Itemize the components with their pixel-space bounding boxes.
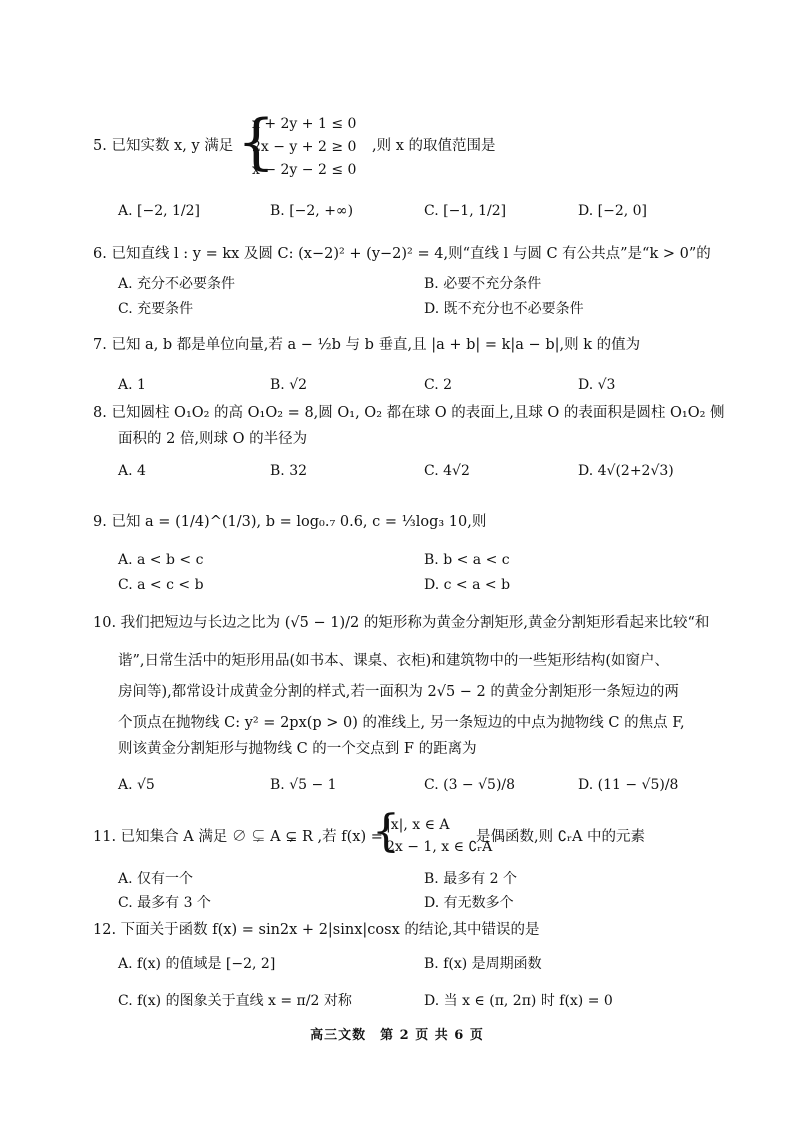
q11-suffix: 是偶函数,则 ∁ᵣA 中的元素 <box>476 829 646 845</box>
q5-suffix: ,则 x 的取值范围是 <box>372 138 496 154</box>
q6-option-a: A. 充分不必要条件 <box>118 276 236 292</box>
q12-option-b: B. f(x) 是周期函数 <box>424 956 542 972</box>
q7-option-b: B. √2 <box>270 377 308 393</box>
q8-option-a: A. 4 <box>118 463 146 479</box>
q6-option-b: B. 必要不充分条件 <box>424 276 542 292</box>
q10-line2: 谐”,日常生活中的矩形用品(如书本、课桌、衣柜)和建筑物中的一些矩形结构(如窗户、 <box>118 653 669 669</box>
q11-case-2: 2x − 1, x ∈ ∁ᵣA <box>386 839 493 855</box>
q12-option-d: D. 当 x ∈ (π, 2π) 时 f(x) = 0 <box>424 993 613 1009</box>
q7-option-c: C. 2 <box>424 377 453 393</box>
q11-option-a: A. 仅有一个 <box>118 871 194 887</box>
q12-option-a: A. f(x) 的值域是 [−2, 2] <box>118 956 276 972</box>
q10-option-b: B. √5 − 1 <box>270 777 337 793</box>
q8-option-d: D. 4√(2+2√3) <box>578 463 674 479</box>
q9-option-c: C. a < c < b <box>118 577 204 593</box>
q8-option-b: B. 32 <box>270 463 308 479</box>
q7-stem: 7. 已知 a, b 都是单位向量,若 a − ½b 与 b 垂直,且 |a + b| = k|a − b|,则 k 的值为 <box>93 337 641 353</box>
q12-stem: 12. 下面关于函数 f(x) = sin2x + 2|sinx|cosx 的结论,其中错误的是 <box>93 922 540 938</box>
q10-line4: 个顶点在抛物线 C: y² = 2px(p > 0) 的准线上, 另一条短边的中点为抛物线 C 的焦点 F, <box>118 715 685 731</box>
q10-line1: 10. 我们把短边与长边之比为 (√5 − 1)/2 的矩形称为黄金分割矩形,黄金分割矩形看起来比较“和 <box>93 615 710 631</box>
q6-option-c: C. 充要条件 <box>118 301 194 317</box>
q10-option-a: A. √5 <box>118 777 155 793</box>
q11-option-c: C. 最多有 3 个 <box>118 895 211 911</box>
q8-stem-line2: 面积的 2 倍,则球 O 的半径为 <box>118 431 308 447</box>
q10-line5: 则该黄金分割矩形与抛物线 C 的一个交点到 F 的距离为 <box>118 741 477 757</box>
q6-option-d: D. 既不充分也不必要条件 <box>424 301 584 317</box>
q9-option-b: B. b < a < c <box>424 552 510 568</box>
q5-option-a: A. [−2, 1/2] <box>118 203 201 219</box>
q5-ineq-1: x + 2y + 1 ≤ 0 <box>252 116 357 132</box>
q10-option-c: C. (3 − √5)/8 <box>424 777 516 793</box>
page-footer: 高三文数 第 2 页 共 6 页 <box>310 1028 484 1043</box>
q8-option-c: C. 4√2 <box>424 463 470 479</box>
q6-stem: 6. 已知直线 l : y = kx 及圆 C: (x−2)² + (y−2)² = 4,则“直线 l 与圆 C 有公共点”是“k > 0”的 <box>93 246 711 262</box>
q11-option-b: B. 最多有 2 个 <box>424 871 517 887</box>
q9-option-a: A. a < b < c <box>118 552 204 568</box>
q5-option-c: C. [−1, 1/2] <box>424 203 507 219</box>
q11-brace: { <box>372 806 400 857</box>
q5-option-b: B. [−2, +∞) <box>270 203 354 219</box>
q10-line3: 房间等),都常设计成黄金分割的样式,若一面积为 2√5 − 2 的黄金分割矩形一条短边的两 <box>118 684 679 700</box>
q7-option-a: A. 1 <box>118 377 146 393</box>
q9-option-d: D. c < a < b <box>424 577 511 593</box>
q11-option-d: D. 有无数多个 <box>424 895 514 911</box>
q11-prefix: 11. 已知集合 A 满足 ∅ ⊊ A ⊊ R ,若 f(x) = <box>93 829 383 845</box>
q10-option-d: D. (11 − √5)/8 <box>578 777 679 793</box>
q5-brace: { <box>237 107 276 177</box>
q12-option-c: C. f(x) 的图象关于直线 x = π/2 对称 <box>118 993 352 1009</box>
q5-prefix: 5. 已知实数 x, y 满足 <box>93 138 234 154</box>
q5-option-d: D. [−2, 0] <box>578 203 647 219</box>
q7-option-d: D. √3 <box>578 377 616 393</box>
q8-stem-line1: 8. 已知圆柱 O₁O₂ 的高 O₁O₂ = 8,圆 O₁, O₂ 都在球 O 的表面上,且球 O 的表面积是圆柱 O₁O₂ 侧 <box>93 405 725 421</box>
q5-ineq-3: x − 2y − 2 ≤ 0 <box>252 162 357 178</box>
q11-case-1: |x|, x ∈ A <box>386 817 450 833</box>
q9-stem: 9. 已知 a = (1/4)^(1/3), b = log₀.₇ 0.6, c = ⅓log₃ 10,则 <box>93 514 487 530</box>
q5-ineq-2: 2x − y + 2 ≥ 0 <box>252 139 357 155</box>
